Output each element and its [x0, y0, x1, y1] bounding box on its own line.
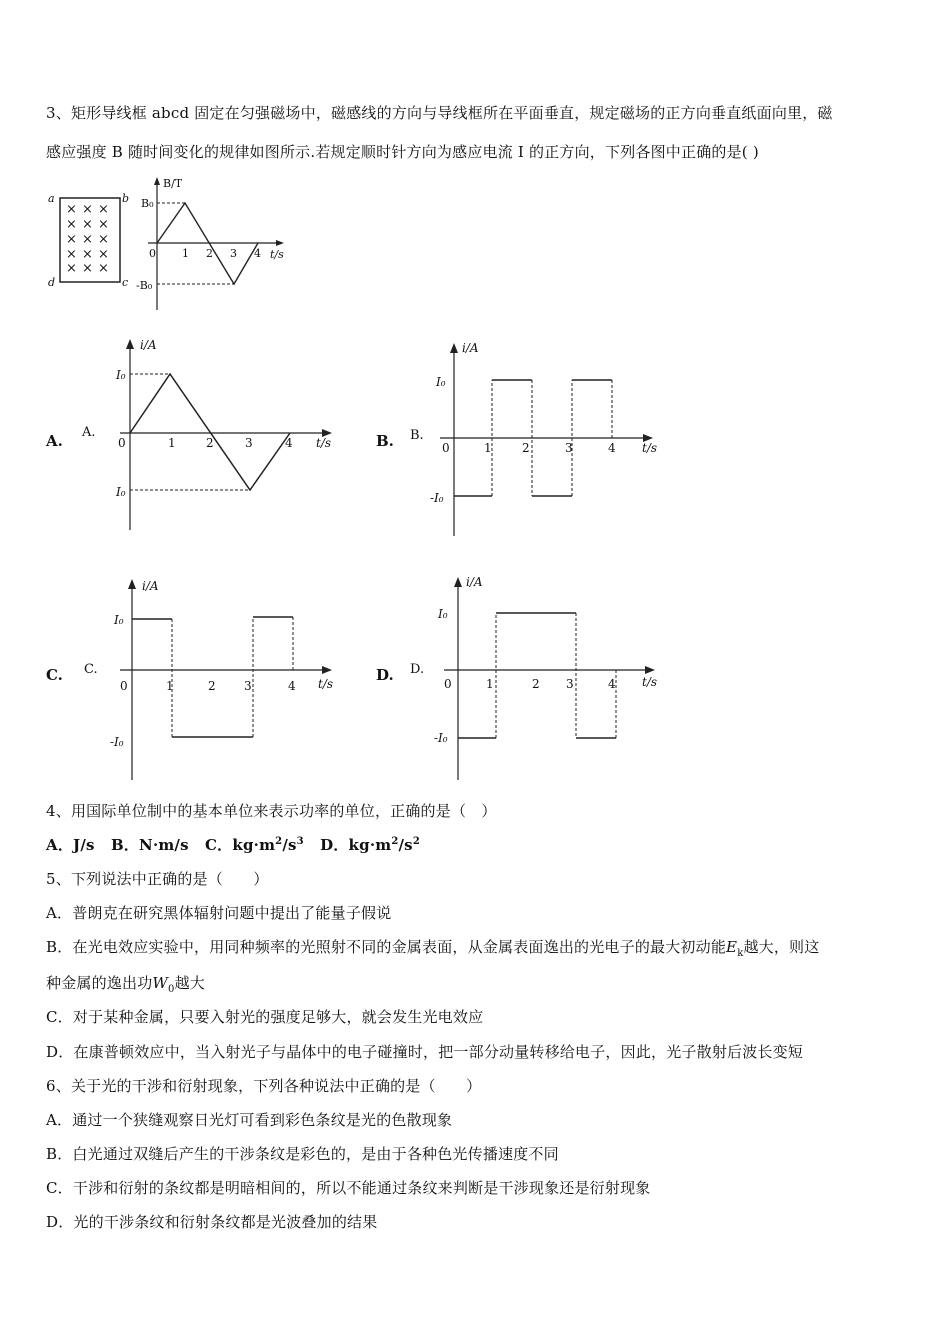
field-cross-mark: ×	[82, 217, 93, 232]
svg-text:2: 2	[208, 679, 216, 693]
option-b-label[interactable]: B.	[376, 432, 394, 450]
svg-text:1: 1	[168, 436, 176, 450]
graph-c-inner-label: C.	[84, 662, 98, 677]
svg-text:I₀: I₀	[116, 368, 126, 382]
svg-text:-I₀: -I₀	[110, 735, 124, 749]
q6-stem: 6、关于光的干涉和衍射现象，下列各种说法中正确的是（ ）	[46, 1077, 482, 1095]
svg-text:0: 0	[444, 677, 452, 691]
graph-a-inner-label: A.	[82, 425, 96, 440]
svg-text:4: 4	[285, 436, 293, 450]
svg-text:4: 4	[608, 677, 616, 691]
q5-option-b-line1[interactable]: B．在光电效应实验中，用同种频率的光照射不同的金属表面，从金属表面逸出的光电子的最大初动能$E_k$越大，则这	[46, 938, 820, 959]
bt-tick-3: 3	[230, 247, 237, 260]
svg-text:i/A: i/A	[462, 341, 479, 355]
svg-text:I₀: I₀	[438, 607, 448, 621]
field-cross-mark: ×	[82, 261, 93, 276]
svg-text:I₀: I₀	[436, 375, 446, 389]
corner-d: d	[48, 276, 56, 289]
option-c-label[interactable]: C.	[46, 666, 63, 684]
svg-text:-I₀: -I₀	[434, 731, 448, 745]
field-cross-mark: ×	[82, 247, 93, 262]
graph-d-inner-label: D.	[410, 662, 425, 677]
corner-a: a	[48, 192, 55, 205]
bt-x-arrow	[276, 240, 284, 246]
svg-text:I₀: I₀	[116, 485, 126, 499]
q3-stem-line1: 3、矩形导线框 abcd 固定在匀强磁场中，磁感线的方向与导线框所在平面垂直，规定磁场的正方向垂直纸面向里，磁	[46, 104, 833, 122]
q3-stem-line2: 感应强度 B 随时间变化的规律如图所示.若规定顺时针方向为感应电流 I 的正方向，下列各图中正确的是( )	[46, 143, 759, 161]
q4-option-b[interactable]: B．N·m/s	[110, 836, 189, 854]
graph-b[interactable]	[410, 338, 670, 543]
q5-option-b-line2[interactable]: 种金属的逸出功$W_0$越大	[46, 974, 205, 995]
q4-option-d[interactable]: D．$kg\cdot m^2/s^2$	[320, 836, 420, 854]
svg-text:1: 1	[484, 441, 492, 455]
q6-option-d[interactable]: D．光的干涉条纹和衍射条纹都是光波叠加的结果	[46, 1213, 378, 1231]
svg-text:4: 4	[288, 679, 296, 693]
bt-xlabel: t/s	[270, 248, 284, 261]
svg-text:3: 3	[244, 679, 252, 693]
q4-option-c[interactable]: C．$kg\cdot m^2/s^3$	[205, 836, 304, 854]
q6-option-c[interactable]: C．干涉和衍射的条纹都是明暗相间的，所以不能通过条纹来判断是干涉现象还是衍射现象	[46, 1179, 651, 1197]
svg-text:t/s: t/s	[642, 441, 658, 455]
bt-neg-label: -B₀	[136, 279, 153, 292]
field-cross-mark: ×	[66, 261, 77, 276]
svg-text:3: 3	[566, 677, 574, 691]
svg-text:i/A: i/A	[466, 575, 483, 589]
q5-stem: 5、下列说法中正确的是（ ）	[46, 870, 269, 888]
corner-b: b	[122, 192, 130, 205]
svg-text:0: 0	[442, 441, 450, 455]
graph-c[interactable]	[80, 572, 350, 782]
bt-pos-label: B₀	[141, 197, 154, 210]
field-cross-mark: ×	[98, 261, 109, 276]
field-cross-mark: ×	[66, 202, 77, 217]
field-cross-mark: ×	[66, 217, 77, 232]
svg-text:-I₀: -I₀	[430, 491, 444, 505]
field-cross-mark: ×	[66, 247, 77, 262]
svg-text:4: 4	[608, 441, 616, 455]
q4-options	[46, 834, 420, 855]
q6-option-a[interactable]: A．通过一个狭缝观察日光灯可看到彩色条纹是光的色散现象	[46, 1111, 453, 1129]
svg-text:i/A: i/A	[142, 579, 159, 593]
graph-a-curve	[130, 374, 290, 490]
corner-c: c	[122, 276, 129, 289]
bt-tick-2: 2	[206, 247, 213, 260]
svg-text:0: 0	[118, 436, 126, 450]
bt-tick-4: 4	[254, 247, 261, 260]
q6-option-b[interactable]: B．白光通过双缝后产生的干涉条纹是彩色的，是由于各种色光传播速度不同	[46, 1145, 559, 1163]
field-cross-mark: ×	[82, 232, 93, 247]
svg-text:I₀: I₀	[114, 613, 124, 627]
graph-d[interactable]	[410, 570, 670, 782]
graph-a[interactable]	[80, 335, 350, 535]
field-cross-mark: ×	[98, 202, 109, 217]
magnetic-field-crosses	[66, 202, 109, 276]
coil-frame-figure	[44, 188, 134, 293]
svg-text:2: 2	[532, 677, 540, 691]
q4-stem: 4、用国际单位制中的基本单位来表示功率的单位，正确的是（ ）	[46, 802, 497, 820]
svg-text:t/s: t/s	[318, 677, 334, 691]
svg-text:3: 3	[245, 436, 253, 450]
bt-graph	[136, 175, 290, 315]
svg-text:3: 3	[565, 441, 573, 455]
option-a-label[interactable]: A.	[46, 432, 63, 450]
field-cross-mark: ×	[66, 232, 77, 247]
svg-text:t/s: t/s	[642, 675, 658, 689]
svg-text:2: 2	[522, 441, 530, 455]
option-d-label[interactable]: D.	[376, 666, 394, 684]
field-cross-mark: ×	[98, 247, 109, 262]
bt-ylabel: B/T	[163, 177, 183, 190]
q5-option-c[interactable]: C．对于某种金属，只要入射光的强度足够大，就会发生光电效应	[46, 1008, 484, 1026]
q5-option-d[interactable]: D．在康普顿效应中，当入射光子与晶体中的电子碰撞时，把一部分动量转移给电子，因此，光子散射后波长变短	[46, 1043, 804, 1061]
bt-tick-1: 1	[182, 247, 189, 260]
q5-option-a[interactable]: A．普朗克在研究黑体辐射问题中提出了能量子假说	[46, 904, 392, 922]
bt-y-arrow	[154, 177, 160, 185]
svg-text:1: 1	[486, 677, 494, 691]
svg-text:t/s: t/s	[316, 436, 332, 450]
svg-text:2: 2	[206, 436, 214, 450]
field-cross-mark: ×	[98, 232, 109, 247]
field-cross-mark: ×	[82, 202, 93, 217]
svg-text:1: 1	[166, 679, 174, 693]
bt-origin: 0	[149, 247, 156, 260]
svg-text:0: 0	[120, 679, 128, 693]
field-cross-mark: ×	[98, 217, 109, 232]
q4-option-a[interactable]: A．J/s	[46, 836, 95, 854]
graph-b-inner-label: B.	[410, 428, 424, 443]
svg-text:i/A: i/A	[140, 338, 157, 352]
